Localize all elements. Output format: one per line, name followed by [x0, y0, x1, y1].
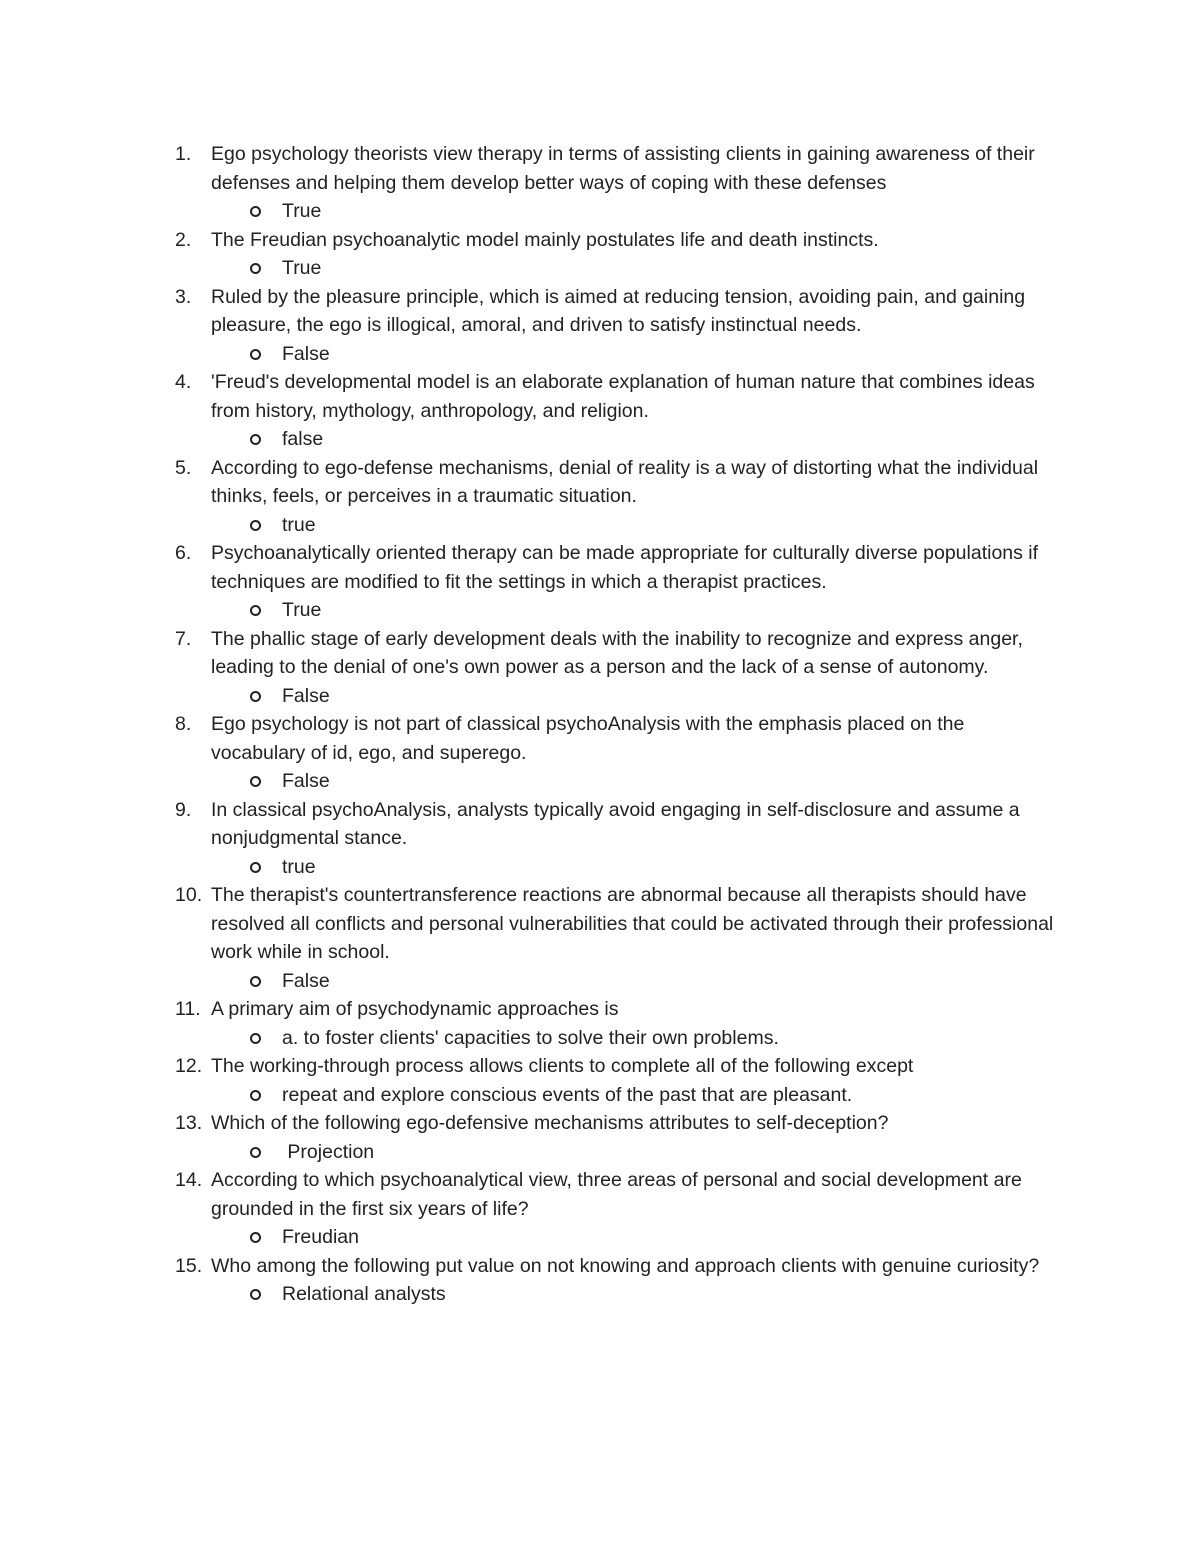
question-text: Ego psychology is not part of classical psychoAnalysis with the emphasis placed on the vocabulary of id, ego, and superego. — [211, 713, 965, 764]
answer-text: False — [282, 969, 330, 992]
question-item — [0, 1109, 1200, 1166]
question-item — [0, 995, 1200, 1052]
question-number: 8. — [175, 713, 192, 735]
question-text: The phallic stage of early development deals with the inability to recognize and express anger, leading to the denial of one's own power as a person and the lack of a sense of autonomy. — [211, 627, 1023, 678]
question — [0, 796, 1200, 853]
answer — [0, 340, 1200, 369]
answer-text: a. to foster clients' capacities to solve their own problems. — [282, 1026, 779, 1049]
hollow-bullet-icon — [250, 1232, 261, 1243]
question-text: In classical psychoAnalysis, analysts typically avoid engaging in self-disclosure and assume a nonjudgmental stance. — [211, 798, 1020, 849]
answer — [0, 197, 1200, 226]
question-text: Who among the following put value on not knowing and approach clients with genuine curiosity? — [211, 1254, 1040, 1277]
question — [0, 226, 1200, 255]
question-number: 15. — [175, 1254, 203, 1277]
question — [0, 368, 1200, 425]
question-item — [0, 796, 1200, 882]
question-text: The therapist's countertransference reactions are abnormal because all therapists should have resolved all conflicts and personal vulnerabilities that could be activated through their professional work while in school. — [211, 884, 1054, 963]
question — [0, 1252, 1200, 1281]
answer-text: True — [282, 599, 322, 621]
question-number: 11. — [175, 998, 201, 1020]
question-item — [0, 1052, 1200, 1109]
question-item — [0, 1166, 1200, 1252]
question-text: According to which psychoanalytical view, three areas of personal and social development are grounded in the first six years of life? — [211, 1169, 1022, 1220]
hollow-bullet-icon — [250, 349, 261, 360]
hollow-bullet-icon — [250, 1033, 261, 1044]
hollow-bullet-icon — [250, 776, 261, 787]
question-number: 7. — [175, 627, 192, 650]
hollow-bullet-icon — [250, 520, 261, 531]
answer — [0, 1138, 1200, 1167]
question-number: 10. — [175, 884, 203, 906]
answer-text: True — [282, 257, 322, 279]
question-list — [0, 140, 1200, 1309]
question-item — [0, 454, 1200, 540]
hollow-bullet-icon — [250, 976, 261, 987]
hollow-bullet-icon — [250, 691, 261, 702]
hollow-bullet-icon — [250, 1289, 261, 1300]
answer-text: Relational analysts — [282, 1283, 446, 1305]
question-text: Ruled by the pleasure principle, which is aimed at reducing tension, avoiding pain, and gaining pleasure, the ego is illogical, amoral, and driven to satisfy instinctual needs. — [211, 285, 1026, 336]
question — [0, 625, 1200, 682]
question-number: 1. — [175, 143, 192, 165]
question-number: 13. — [175, 1112, 203, 1134]
hollow-bullet-icon — [250, 862, 261, 873]
question — [0, 995, 1200, 1024]
answer — [0, 767, 1200, 796]
answer-text: repeat and explore conscious events of the past that are pleasant. — [282, 1083, 853, 1106]
question-number: 4. — [175, 371, 192, 393]
answer-text: False — [282, 684, 330, 707]
question-text: The working-through process allows clients to complete all of the following except — [211, 1055, 914, 1077]
answer — [0, 682, 1200, 711]
answer-text: true — [282, 513, 316, 536]
document-page — [0, 140, 1200, 1309]
question-item — [0, 140, 1200, 226]
question-item — [0, 539, 1200, 625]
question-text: The Freudian psychoanalytic model mainly postulates life and death instincts. — [211, 228, 879, 251]
answer — [0, 511, 1200, 540]
hollow-bullet-icon — [250, 263, 261, 274]
question-number: 5. — [175, 456, 192, 479]
question-number: 14. — [175, 1169, 203, 1191]
question-item — [0, 881, 1200, 995]
answer-text: false — [282, 428, 324, 450]
question-number: 3. — [175, 285, 192, 308]
answer — [0, 1223, 1200, 1252]
question-text: A primary aim of psychodynamic approaches is — [211, 998, 619, 1020]
question — [0, 140, 1200, 197]
hollow-bullet-icon — [250, 605, 261, 616]
answer — [0, 1024, 1200, 1053]
question-number: 2. — [175, 228, 192, 251]
answer-text: True — [282, 200, 322, 222]
answer — [0, 425, 1200, 454]
answer — [0, 596, 1200, 625]
question-number: 12. — [175, 1055, 203, 1077]
answer — [0, 1081, 1200, 1110]
question-item — [0, 283, 1200, 369]
answer-text: Projection — [282, 1140, 375, 1163]
question-item — [0, 368, 1200, 454]
question-text: Which of the following ego-defensive mechanisms attributes to self-deception? — [211, 1112, 889, 1134]
question-text: Ego psychology theorists view therapy in terms of assisting clients in gaining awareness of their defenses and helping them develop better ways of coping with these defenses — [211, 143, 1035, 194]
question — [0, 539, 1200, 596]
question — [0, 1166, 1200, 1223]
question-item — [0, 625, 1200, 711]
question-text: According to ego-defense mechanisms, denial of reality is a way of distorting what the individual thinks, feels, or perceives in a traumatic situation. — [211, 456, 1039, 507]
question — [0, 454, 1200, 511]
hollow-bullet-icon — [250, 1090, 261, 1101]
question — [0, 283, 1200, 340]
answer-text: False — [282, 342, 330, 365]
question — [0, 710, 1200, 767]
question — [0, 881, 1200, 967]
question — [0, 1052, 1200, 1081]
answer-text: Freudian — [282, 1226, 359, 1248]
hollow-bullet-icon — [250, 206, 261, 217]
question — [0, 1109, 1200, 1138]
question-item — [0, 710, 1200, 796]
question-text: 'Freud's developmental model is an elaborate explanation of human nature that combines ideas from history, mythology, anthropology, and religion. — [211, 371, 1035, 422]
answer — [0, 254, 1200, 283]
answer — [0, 853, 1200, 882]
answer — [0, 967, 1200, 996]
question-item — [0, 1252, 1200, 1309]
answer — [0, 1280, 1200, 1309]
answer-text: False — [282, 770, 330, 792]
question-text: Psychoanalytically oriented therapy can be made appropriate for culturally diverse populations if techniques are modified to fit the settings in which a therapist practices. — [211, 542, 1039, 593]
answer-text: true — [282, 855, 316, 878]
hollow-bullet-icon — [250, 1147, 261, 1158]
hollow-bullet-icon — [250, 434, 261, 445]
question-item — [0, 226, 1200, 283]
question-number: 6. — [175, 542, 192, 564]
question-number: 9. — [175, 798, 192, 821]
